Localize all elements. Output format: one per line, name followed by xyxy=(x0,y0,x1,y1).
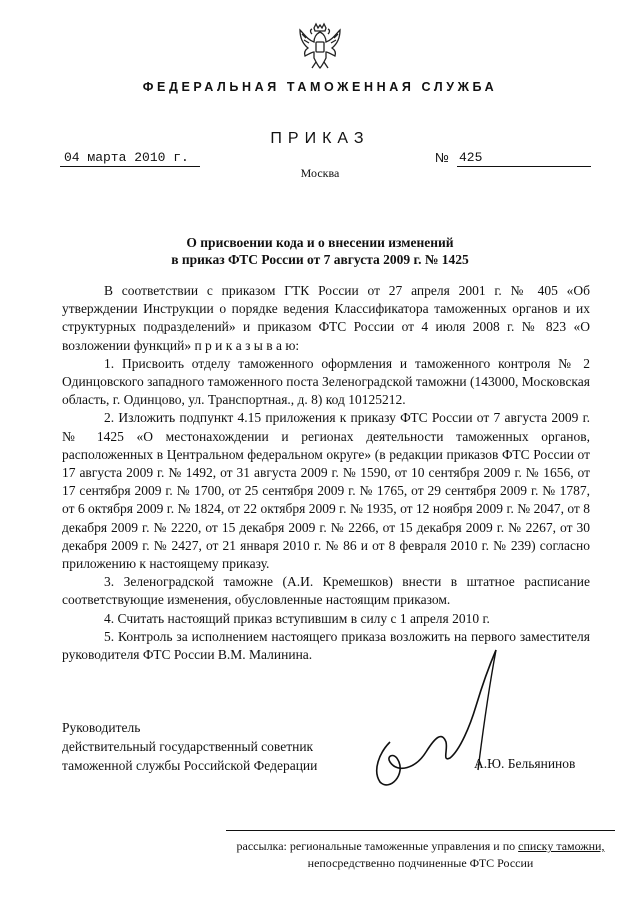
order-item-1: 1. Присвоить отделу таможенного оформления и таможенного контроля № 2 Одинцовского западного таможенного поста Зеленоградской таможни (143000, Московская область, г. Одинцово, ул. Транспортная., д. 8) код 10125212. xyxy=(62,355,590,408)
mailing-line-2: непосредственно подчиненные ФТС России xyxy=(307,856,534,870)
order-date: 04 марта 2010 г. xyxy=(60,150,200,167)
number-sign: № xyxy=(435,150,449,165)
document-title xyxy=(0,234,640,268)
handwritten-signature-icon xyxy=(350,642,510,802)
signatory-name: А.Ю. Бельянинов xyxy=(474,756,576,771)
order-item-5: 5. Контроль за исполнением настоящего приказа возложить на первого заместителя руководителя ФТС России В.М. Малинина. xyxy=(62,628,590,663)
footer-divider xyxy=(226,830,615,831)
signatory-line-2: действительный государственный советник xyxy=(62,739,314,754)
order-item-3: 3. Зеленоградской таможне (А.И. Кремешков) внести в штатное расписание соответствующие изменения, обусловленные настоящим приказом. xyxy=(62,574,590,608)
signatory-title xyxy=(62,718,317,775)
emblem-icon xyxy=(296,22,344,72)
mailing-prefix: рассылка: региональные таможенные управления и по xyxy=(236,839,519,853)
agency-name: ФЕДЕРАЛЬНАЯ ТАМОЖЕННАЯ СЛУЖБА xyxy=(142,80,498,94)
signatory-line-3: таможенной службы Российской Федерации xyxy=(62,758,318,773)
title-line-1: О присвоении кода и о внесении изменений xyxy=(186,235,454,250)
document-type: ПРИКАЗ xyxy=(270,130,370,147)
title-line-2: в приказ ФТС России от 7 августа 2009 г. № 1425 xyxy=(171,252,469,267)
mailing-list-note xyxy=(226,838,615,872)
mailing-link[interactable]: списку таможни, xyxy=(518,839,605,853)
document-body xyxy=(62,282,590,664)
order-item-2: 2. Изложить подпункт 4.15 приложения к приказу ФТС России от 7 августа 2009 г. № 1425 «О местонахождении и регионах деятельности таможенных органов, расположенных в Центральном федеральном округе» (в редакции приказов ФТС России от 17 августа 2009 г. № 1492, от 31 августа 2009 г. № 1590, от 10 сентября 2009 г. № 1656, от 17 сентября 2009 г. № 1700, от 25 сентября 2009 г. № 1765, от 29 сентября 2009 г. № 1787, от 6 октября 2009 г. № 1824, от 22 октября 2009 г. № 1935, от 12 ноября 2009 г. № 2047, от 8 декабря 2009 г. № 2220, от 15 декабря 2009 г. № 2266, от 15 декабря 2009 г. № 2267, от 30 декабря 2009 г. № 2427, от 21 января 2010 г. № 86 и от 8 февраля 2010 г. № 239) согласно приложению к настоящему приказу. xyxy=(62,410,590,572)
mailing-line-1 xyxy=(226,838,615,855)
city: Москва xyxy=(300,166,340,180)
order-item-4: 4. Считать настоящий приказ вступившим в силу с 1 апреля 2010 г. xyxy=(104,610,490,626)
signatory-line-1: Руководитель xyxy=(62,720,141,735)
preamble-paragraph: В соответствии с приказом ГТК России от 27 апреля 2001 г. № 405 «Об утверждении Инструкции о порядке ведения Классификатора таможенных органов и их структурных подразделений» и приказом ФТС России от 4 июля 2008 г. № 823 «О возложении функций» п р и к а з ы в а ю: xyxy=(62,283,590,353)
order-number: 425 xyxy=(457,150,591,167)
order-number-field xyxy=(435,150,589,166)
